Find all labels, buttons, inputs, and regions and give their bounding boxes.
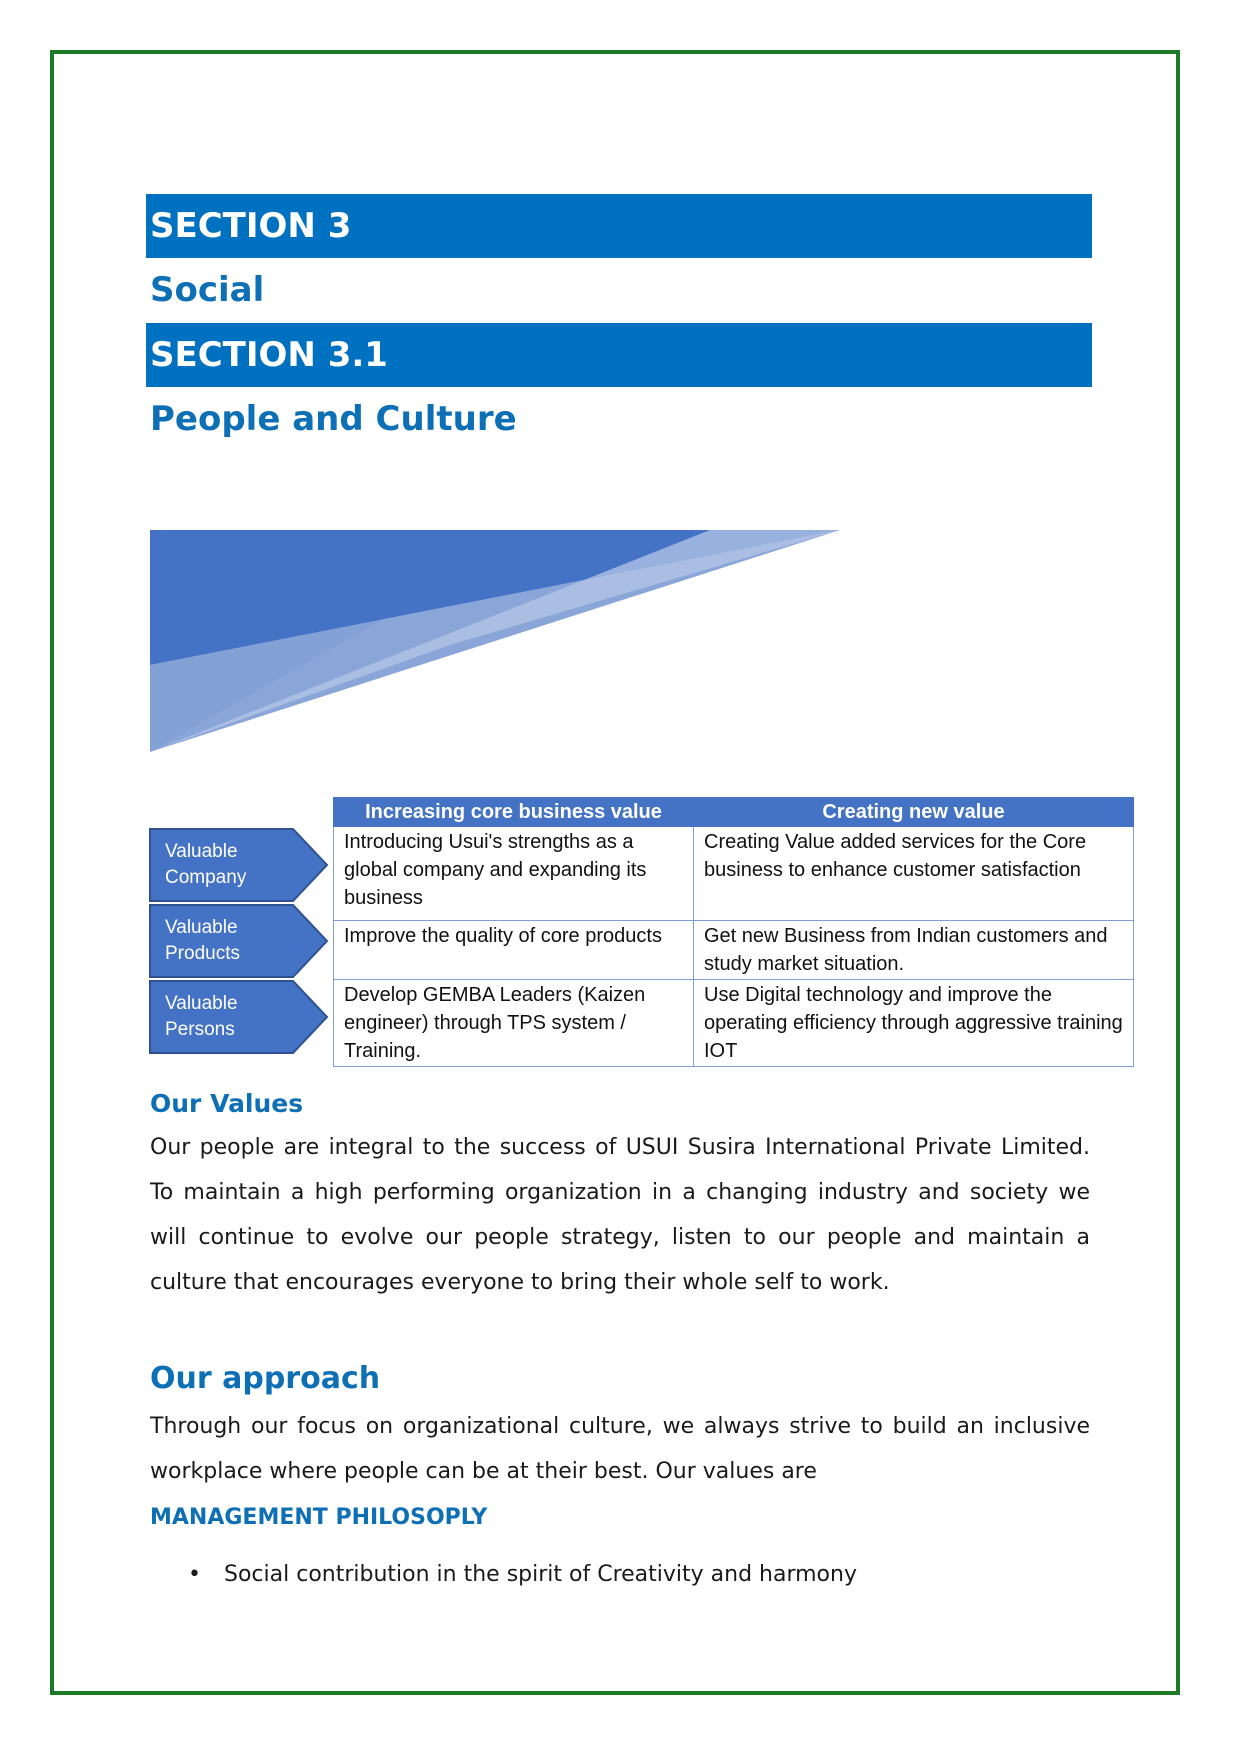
table-row [334,827,1134,921]
pill-valuable-products [149,904,329,978]
table-cell: Creating Value added services for the Core business to enhance customer satisfaction [694,827,1134,921]
section-3-1-title: People and Culture [150,399,517,439]
list-item [188,1555,857,1595]
decorative-banner [150,530,850,752]
pill-label: Valuable Persons [165,993,238,1040]
our-values-heading: Our Values [150,1089,304,1118]
table-header: Creating new value [694,798,1134,827]
table-cell: Use Digital technology and improve the operating efficiency through aggressive training IOT [694,980,1134,1067]
pill-valuable-company [149,828,329,902]
our-approach-text: Through our focus on organizational culture, we always strive to build an inclusive workplace where people can be at their best. Our values are [150,1414,1090,1484]
our-approach-heading: Our approach [150,1361,381,1396]
table-header: Increasing core business value [334,798,694,827]
table-row [334,921,1134,980]
section-3-label: SECTION 3 [150,206,352,246]
table-cell: Introducing Usui's strengths as a global company and expanding its business [334,827,694,921]
table-row [334,980,1134,1067]
our-values-text: Our people are integral to the success of USUI Susira International Private Limited. To maintain a high performing organization in a changing industry and society we will continue to evolve our people strategy, listen to our people and maintain a culture that encourages everyone to bring their whole self to work. [150,1135,1090,1295]
bullet-text: Social contribution in the spirit of Creativity and harmony [224,1562,857,1587]
pill-label: Valuable Products [165,917,240,964]
table-cell: Get new Business from Indian customers and study market situation. [694,921,1134,980]
table-header-row [334,798,1134,827]
section-3-bar [146,194,1092,258]
table-cell: Develop GEMBA Leaders (Kaizen engineer) through TPS system / Training. [334,980,694,1067]
section-3-1-label: SECTION 3.1 [150,335,388,375]
section-3-title: Social [150,270,265,310]
section-3-1-bar [146,323,1092,387]
pill-valuable-persons [149,980,329,1054]
pill-label: Valuable Company [165,841,247,888]
management-philosophy-heading: MANAGEMENT PHILOSOPLY [150,1505,488,1530]
bullet-icon: • [188,1562,201,1587]
value-table [333,797,1134,1067]
table-cell: Improve the quality of core products [334,921,694,980]
